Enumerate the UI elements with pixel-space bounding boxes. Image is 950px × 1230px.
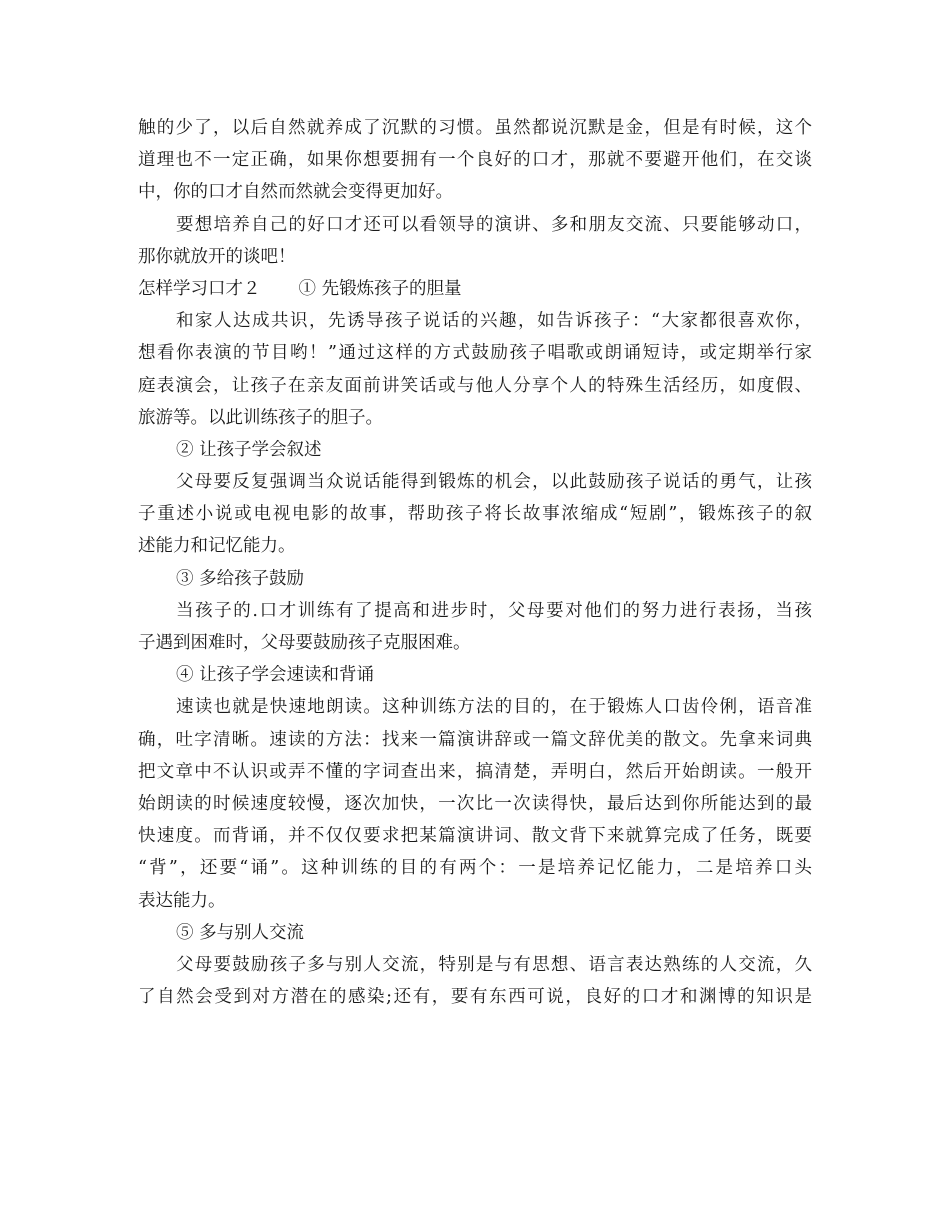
text-line: 述能力和记忆能力。 <box>138 536 296 557</box>
text-line: 子重述小说或电视电影的故事，帮助孩子将长故事浓缩成“短剧”，锻炼孩子的叙 <box>138 504 812 525</box>
text-line: “背”，还要“诵”。这种训练的目的有两个：一是培养记忆能力，二是培养口头 <box>138 858 812 879</box>
text-line: 中，你的口才自然而然就会变得更加好。 <box>138 182 453 203</box>
text-line: 了自然会受到对方潜在的感染;还有，要有东西可说，良好的口才和渊博的知识是 <box>138 987 812 1008</box>
paragraph-start-line: 父母要鼓励孩子多与别人交流，特别是与有思想、语言表达熟练的人交流，久 <box>176 954 812 975</box>
subsection-title: ② 让孩子学会叙述 <box>176 439 322 460</box>
text-line: 想看你表演的节目哟！”通过这样的方式鼓励孩子唱歌或朗诵短诗，或定期举行家 <box>138 343 812 364</box>
text-line: 庭表演会，让孩子在亲友面前讲笑话或与他人分享个人的特殊生活经历，如度假、 <box>138 375 812 396</box>
text-line: 触的少了，以后自然就养成了沉默的习惯。虽然都说沉默是金，但是有时候，这个 <box>138 118 812 138</box>
paragraph-start-line: 和家人达成共识，先诱导孩子说话的兴趣，如告诉孩子：“大家都很喜欢你， <box>176 311 812 332</box>
paragraph-start-line: 要想培养自己的好口才还可以看领导的演讲、多和朋友交流、只要能够动口， <box>176 214 812 235</box>
text-line: 道理也不一定正确，如果你想要拥有一个良好的口才，那就不要避开他们，在交谈 <box>138 150 812 171</box>
section-heading <box>138 273 812 305</box>
subsection-title: ① 先锻炼孩子的胆量 <box>298 278 462 299</box>
paragraph-start-line: 速读也就是快速地朗读。这种训练方法的目的，在于锻炼人口齿伶俐，语音准 <box>176 697 812 718</box>
document-page <box>138 112 812 1013</box>
subsection-title: ⑤ 多与别人交流 <box>176 922 305 943</box>
paragraph-start-line: 当孩子的.口才训练有了提高和进步时，父母要对他们的努力进行表扬，当孩 <box>176 600 812 621</box>
text-line: 把文章中不认识或弄不懂的字词查出来，搞清楚，弄明白，然后开始朗读。一般开 <box>138 761 812 782</box>
subsection-title: ③ 多给孩子鼓励 <box>176 568 305 589</box>
text-line: 旅游等。以此训练孩子的胆子。 <box>138 407 383 428</box>
text-line: 那你就放开的谈吧！ <box>138 246 296 267</box>
text-line: 子遇到困难时，父母要鼓励孩子克服困难。 <box>138 633 471 653</box>
text-line: 始朗读的时候速度较慢，逐次加快，一次比一次读得快，最后达到你所能达到的最 <box>138 793 812 814</box>
section-title: 怎样学习口才２ <box>138 278 261 299</box>
text-line: 表达能力。 <box>138 890 226 911</box>
paragraph-start-line: 父母要反复强调当众说话能得到锻炼的机会，以此鼓励孩子说话的勇气，让孩 <box>176 472 812 493</box>
text-line: 确，吐字清晰。速读的方法：找来一篇演讲辞或一篇文辞优美的散文。先拿来词典 <box>138 729 812 750</box>
text-line: 快速度。而背诵，并不仅仅要求把某篇演讲词、散文背下来就算完成了任务，既要 <box>138 826 812 847</box>
subsection-title: ④ 让孩子学会速读和背诵 <box>176 665 375 686</box>
